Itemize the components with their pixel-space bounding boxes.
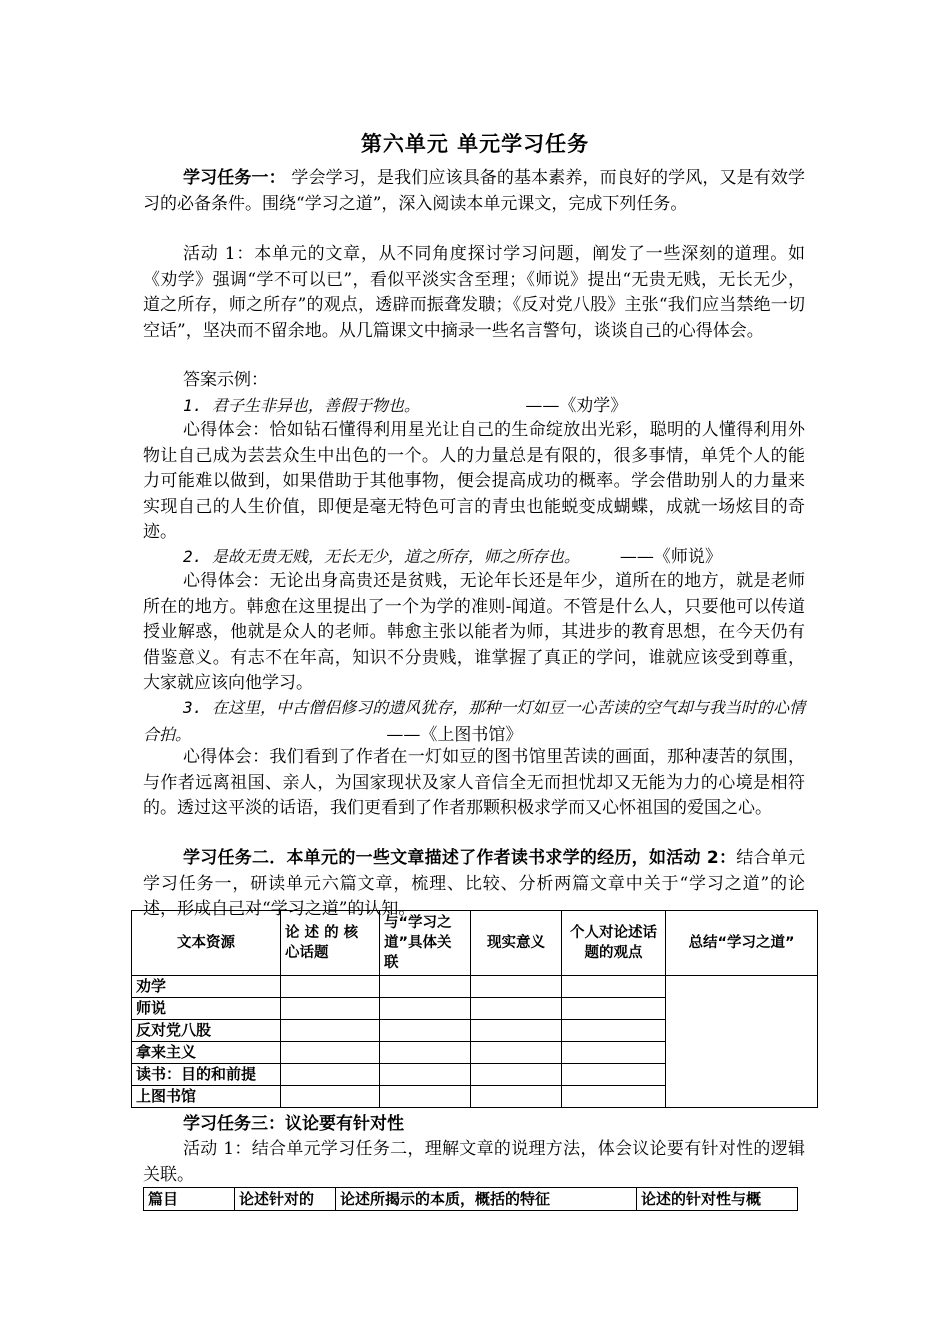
task2-table-header-row — [132, 911, 818, 976]
task1-activity1: 活动 1：本单元的文章，从不同角度探讨学习问题，阐发了一些深刻的道理。如《劝学》强调“学不可以已”，看似平淡实含至理；《师说》提出“无贵无贱，无长无少，道之所存，师之所存”的观点，透辟而振聋发聩；《反对党八股》主张“我们应当禁绝一切空话”，坚决而不留余地。从几篇课文中摘录一些名言警句，谈谈自己的心得体会。 — [143, 244, 805, 341]
table-cell[interactable] — [281, 1086, 380, 1108]
table-cell[interactable] — [281, 1042, 380, 1064]
example-3-quote-line — [143, 695, 805, 748]
header-cell: 论述针对的 — [235, 1188, 336, 1211]
summary-cell[interactable] — [666, 976, 818, 1108]
task2-label: 学习任务二． — [183, 848, 287, 868]
row-label: 师说 — [132, 998, 281, 1020]
task3-table — [143, 1187, 798, 1211]
table-cell[interactable] — [562, 1086, 666, 1108]
table-cell[interactable] — [471, 976, 562, 998]
task2-bold-text: 本单元的一些文章描述了作者读书求学的经历，如活动 2： — [286, 848, 737, 868]
example-2-quote-line — [143, 544, 805, 571]
task3-heading: 学习任务三：议论要有针对性 — [183, 1114, 404, 1134]
table-cell[interactable] — [471, 1086, 562, 1108]
table-cell[interactable] — [562, 1020, 666, 1042]
example-2-source: ——《师说》 — [619, 547, 722, 567]
table-cell[interactable] — [471, 1042, 562, 1064]
task1-paragraph — [143, 166, 805, 217]
example-label: 答案示例： — [183, 370, 268, 390]
table-cell[interactable] — [380, 998, 471, 1020]
header-cell: 论述所揭示的本质，概括的特征 — [336, 1188, 637, 1211]
task3-table-header-row — [144, 1188, 798, 1211]
row-label: 上图书馆 — [132, 1086, 281, 1108]
table-cell[interactable] — [281, 976, 380, 998]
table-cell[interactable] — [562, 976, 666, 998]
header-cell: 论 述 的 核 心话题 — [281, 911, 380, 976]
table-cell[interactable] — [380, 1086, 471, 1108]
example-1-source: ——《劝学》 — [525, 396, 628, 416]
table-cell[interactable] — [380, 1064, 471, 1086]
example-2-insight: 心得体会：无论出身高贵还是贫贱，无论年长还是年少，道所在的地方，就是老师所在的地方。韩愈在这里提出了一个为学的准则-闻道。不管是什么人，只要他可以传道授业解惑，他就是众人的老师。韩愈主张以能者为师，其进步的教育思想，在今天仍有借鉴意义。有志不在年高，知识不分贵贱，谁掌握了真正的学问，谁就应该受到尊重，大家就应该向他学习。 — [143, 571, 805, 693]
row-label: 反对党八股 — [132, 1020, 281, 1042]
header-cell: 总结“学习之道” — [666, 911, 818, 976]
header-cell: 论述的针对性与概 — [637, 1188, 798, 1211]
table-cell[interactable] — [562, 1042, 666, 1064]
example-1-insight: 心得体会：恰如钻石懂得利用星光让自己的生命绽放出光彩，聪明的人懂得利用外物让自己成为芸芸众生中出色的一个。人的力量总是有限的，很多事情，单凭个人的能力可能难以做到，如果借助于其他事物，便会提高成功的概率。学会借助别人的力量来实现自己的人生价值，即便是毫无特色可言的青虫也能蜕变成蝴蝶，成就一场炫目的奇迹。 — [143, 420, 805, 542]
page-title: 第六单元 单元学习任务 — [360, 132, 590, 156]
table-row — [132, 976, 818, 998]
example-3-source: ——《上图书馆》 — [386, 724, 523, 745]
table-cell[interactable] — [380, 976, 471, 998]
task1-label: 学习任务一： — [183, 168, 286, 188]
example-1-quote-line — [143, 393, 805, 420]
header-cell: 与“学习之道”具体关联 — [380, 911, 471, 976]
task3-activity1: 活动 1：结合单元学习任务二，理解文章的说理方法，体会议论要有针对性的逻辑关联。 — [143, 1139, 805, 1185]
header-cell: 文本资源 — [132, 911, 281, 976]
table-cell[interactable] — [562, 998, 666, 1020]
header-cell: 篇目 — [144, 1188, 235, 1211]
example-1-quote: 1. 君子生非异也，善假于物也。 — [183, 396, 420, 415]
table-cell[interactable] — [281, 998, 380, 1020]
table-cell[interactable] — [380, 1042, 471, 1064]
table-cell[interactable] — [471, 1020, 562, 1042]
row-label: 拿来主义 — [132, 1042, 281, 1064]
example-2-quote: 2. 是故无贵无贱，无长无少，道之所存，师之所存也。 — [183, 547, 580, 566]
header-cell: 现实意义 — [471, 911, 562, 976]
task2-text: 结合单元学习任务一，研读单元六篇文章，梳理、比较、分析两篇文章中关于“学习之道”的论述，形成自己对“学习之道”的认知。 — [143, 848, 806, 919]
task2-table — [131, 910, 818, 1108]
table-cell[interactable] — [380, 1020, 471, 1042]
table-cell[interactable] — [471, 998, 562, 1020]
table-cell[interactable] — [281, 1020, 380, 1042]
row-label: 读书：目的和前提 — [132, 1064, 281, 1086]
table-cell[interactable] — [471, 1064, 562, 1086]
task1-text: 学会学习，是我们应该具备的基本素养，而良好的学风，又是有效学习的必备条件。围绕“学习之道”，深入阅读本单元课文，完成下列任务。 — [143, 168, 806, 214]
header-cell: 个人对论述话题的观点 — [562, 911, 666, 976]
example-3-quote: 3. 在这里，中古僧侣修习的遗风犹存，那种一灯如豆一心苦读的空气却与我当时的心情合拍。 — [143, 698, 805, 744]
table-cell[interactable] — [281, 1064, 380, 1086]
row-label: 劝学 — [132, 976, 281, 998]
table-cell[interactable] — [562, 1064, 666, 1086]
example-3-insight: 心得体会：我们看到了作者在一灯如豆的图书馆里苦读的画面，那种凄苦的氛围，与作者远离祖国、亲人，为国家现状及家人音信全无而担忧却又无能为力的心境是相符的。透过这平淡的话语，我们更看到了作者那颗积极求学而又心怀祖国的爱国之心。 — [143, 747, 805, 818]
